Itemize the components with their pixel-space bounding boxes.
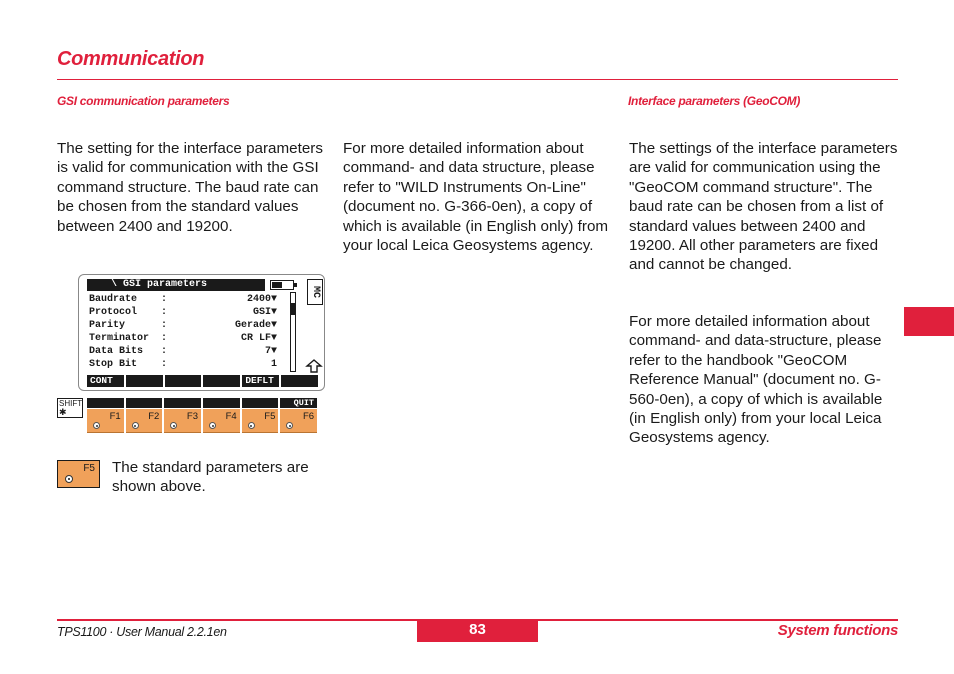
fkey-label: F3 (186, 411, 199, 422)
f5-key-illustration[interactable] (57, 460, 100, 488)
param-value[interactable]: CR LF▼ (240, 333, 277, 344)
display-scrollbar[interactable] (290, 292, 296, 372)
key-dot-icon (248, 422, 255, 429)
display-title: \ GSI parameters (87, 279, 265, 291)
chapter-name: System functions (777, 622, 898, 639)
param-colon: : (161, 359, 168, 370)
f5-key[interactable] (242, 409, 279, 433)
softkey-6[interactable] (281, 375, 318, 387)
shift-arrow-icon (305, 359, 323, 373)
fkey-label: F2 (148, 411, 160, 422)
shift-softkey-1[interactable] (87, 398, 124, 408)
shift-softkey-2[interactable] (126, 398, 163, 408)
fkey-label: F5 (264, 411, 276, 422)
f3-key[interactable] (164, 409, 201, 433)
f1-key[interactable] (87, 409, 124, 433)
instrument-display (78, 274, 325, 391)
key-dot-icon (65, 475, 73, 483)
paragraph-geocom-reference: For more detailed information about command- and data-structure, please refer to the handbook "GeoCOM Reference Manual" (document no. G-560-0en), a copy of which is available (in English only) from your local Leica Geosystems agency. (629, 313, 883, 447)
param-value[interactable]: GSI▼ (252, 307, 277, 318)
softkey-2[interactable] (126, 375, 163, 387)
header-divider (57, 79, 898, 80)
param-value[interactable]: Gerade▼ (234, 320, 277, 331)
softkey-3[interactable] (165, 375, 202, 387)
battery-icon (270, 280, 294, 290)
param-colon: : (161, 320, 168, 331)
param-colon: : (161, 294, 168, 305)
section-heading-gsi: GSI communication parameters (57, 94, 230, 108)
manual-reference: TPS1100 · User Manual 2.2.1en (57, 625, 227, 639)
shift-key[interactable] (57, 398, 83, 418)
mc-mode-icon: MC (307, 279, 323, 305)
param-value[interactable]: 7▼ (264, 346, 277, 357)
page-title: Communication (57, 48, 205, 70)
key-dot-icon (170, 422, 177, 429)
shift-softkey-4[interactable] (203, 398, 240, 408)
paragraph-geocom-intro: The settings of the interface parameters are valid for communication using the "GeoCOM command structure". The baud rate can be chosen from a list of standard values between 2400 and 19200. All other parameters are fixed and cannot be changed. (629, 140, 898, 274)
param-row-parity[interactable] (89, 319, 277, 332)
page-number: 83 (417, 620, 538, 642)
param-row-terminator[interactable] (89, 332, 277, 345)
f6-key[interactable] (280, 409, 317, 433)
key-dot-icon (209, 422, 216, 429)
key-dot-icon (93, 422, 100, 429)
softkey-deflt[interactable]: DEFLT (242, 375, 279, 387)
f2-key[interactable] (126, 409, 163, 433)
shift-softkey-3[interactable] (164, 398, 201, 408)
param-row-baudrate[interactable] (89, 293, 277, 306)
param-label: Baudrate (89, 294, 138, 305)
f5-note-text: The standard parameters are shown above. (112, 459, 309, 496)
shift-softkey-quit[interactable]: QUIT (280, 398, 317, 408)
function-key-row (87, 409, 317, 433)
param-colon: : (161, 333, 168, 344)
fkey-label: F4 (225, 411, 237, 422)
chapter-tab-marker (904, 307, 954, 336)
f4-key[interactable] (203, 409, 240, 433)
section-heading-geocom: Interface parameters (GeoCOM) (628, 94, 801, 108)
param-label: Terminator (89, 333, 150, 344)
display-softkey-bar (87, 375, 318, 387)
param-label: Data Bits (89, 346, 144, 357)
key-dot-icon (132, 422, 139, 429)
param-label: Protocol (89, 307, 138, 318)
key-dot-icon (286, 422, 293, 429)
shift-softkey-5[interactable] (242, 398, 279, 408)
softkey-4[interactable] (203, 375, 240, 387)
fkey-label: F6 (302, 411, 315, 422)
param-value[interactable]: 2400▼ (246, 294, 277, 305)
param-row-protocol[interactable] (89, 306, 277, 319)
param-row-stop-bit[interactable] (89, 358, 277, 371)
param-row-data-bits[interactable] (89, 345, 277, 358)
shift-key-label: SHIFT (59, 399, 83, 408)
param-value: 1 (270, 359, 277, 370)
param-colon: : (161, 346, 168, 357)
f5-key-label: F5 (83, 463, 95, 474)
param-label: Parity (89, 320, 126, 331)
paragraph-gsi-reference: For more detailed information about command- and data structure, please refer to "WILD Instruments On-Line" (document no. G-366-0en), a copy of which is available (in English only) from your local Leica Geosystems agency. (343, 140, 609, 255)
shift-dot-icon: ✱ (59, 407, 67, 417)
fkey-label: F1 (109, 411, 121, 422)
param-label: Stop Bit (89, 359, 138, 370)
shift-softkey-bar (87, 398, 317, 408)
paragraph-gsi-intro: The setting for the interface parameters is valid for communication with the GSI command structure. The baud rate can be chosen from the standard values between 2400 and 19200. (57, 140, 323, 235)
softkey-cont[interactable]: CONT (87, 375, 124, 387)
param-colon: : (161, 307, 168, 318)
